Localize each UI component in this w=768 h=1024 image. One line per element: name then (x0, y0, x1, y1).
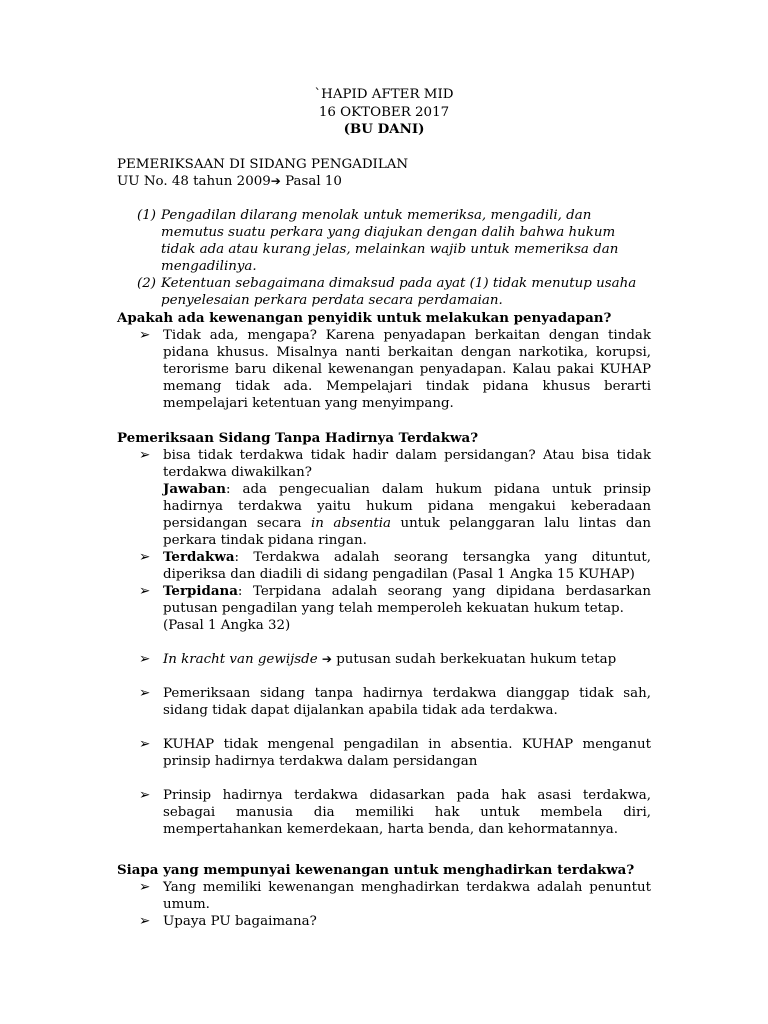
answer-italic: in absentia (311, 516, 392, 531)
section-heading: Pemeriksaan Sidang Tanpa Hadirnya Terdakwa? (117, 430, 479, 446)
bullet-list (117, 787, 651, 838)
item-text: Upaya PU bagaimana? (163, 914, 317, 929)
section-heading: Apakah ada kewenangan penyidik untuk melakukan penyadapan? (117, 310, 612, 326)
list-item (117, 275, 651, 309)
arrowhead-bullet-icon: ➢ (139, 914, 151, 929)
item-text: Tidak ada, mengapa? Karena penyadapan berkaitan dengan tindak pidana khusus. Misalnya nanti berkaitan dengan narkotika, korupsi, terorisme baru dikenal kewenangan penyadapan. Kalau pakai KUHAP memang tidak ada. Mempelajari tindak pidana khusus berarti mempelajari ketentuan yang menyimpang. (163, 328, 651, 411)
list-item (117, 327, 651, 412)
right-arrow-icon: ➔ (270, 174, 281, 188)
arrowhead-bullet-icon: ➢ (139, 328, 151, 343)
arrowhead-bullet-icon: ➢ (139, 652, 151, 667)
arrowhead-bullet-icon: ➢ (139, 686, 151, 701)
list-item (117, 583, 651, 634)
item-text: Prinsip hadirnya terdakwa didasarkan pada hak asasi terdakwa, sebagai manusia dia memiliki hak untuk membela diri, mempertahankan kemerdekaan, harta benda, dan kehormatannya. (163, 788, 651, 837)
right-arrow-icon: ➔ (321, 652, 332, 666)
header-lecturer: (BU DANI) (343, 121, 425, 137)
arrowhead-bullet-icon: ➢ (139, 737, 151, 752)
term-label: Terpidana (163, 583, 238, 599)
list-item (117, 879, 651, 913)
list-item (117, 736, 651, 770)
arrowhead-bullet-icon: ➢ (139, 584, 151, 599)
article-list (117, 207, 651, 309)
header-title: `HAPID AFTER MID (314, 87, 454, 102)
bullet-list (117, 327, 651, 412)
item-text: Pengadilan dilarang menolak untuk memeriksa, mengadili, dan memutus suatu perkara yang diajukan dengan dalih bahwa hukum tidak ada atau kurang jelas, melainkan wajib untuk memeriksa dan mengadilinya. (161, 208, 619, 274)
arrowhead-bullet-icon: ➢ (139, 550, 151, 565)
law-reference: UU No. 48 tahun 2009 (117, 174, 271, 189)
item-number: (2) (137, 276, 156, 291)
bullet-list (117, 447, 651, 634)
term-reference: (Pasal 1 Angka 32) (163, 618, 291, 633)
header-date: 16 OKTOBER 2017 (318, 104, 450, 120)
arrowhead-bullet-icon: ➢ (139, 788, 151, 803)
list-item (117, 685, 651, 719)
list-item (117, 651, 651, 668)
arrowhead-bullet-icon: ➢ (139, 448, 151, 463)
bullet-list (117, 879, 651, 930)
document-header (0, 86, 768, 139)
item-question: bisa tidak terdakwa tidak hadir dalam persidangan? Atau bisa tidak terdakwa diwakilkan? (163, 448, 651, 480)
list-item (117, 549, 651, 583)
bullet-list (117, 685, 651, 719)
item-text: Pemeriksaan sidang tanpa hadirnya terdakwa dianggap tidak sah, sidang tidak dapat dijalankan apabila tidak ada terdakwa. (163, 686, 651, 718)
term-meaning: putusan sudah berkekuatan hukum tetap (331, 652, 617, 667)
list-item (117, 787, 651, 838)
answer-text: : ada pengecualian dalam hukum pidana untuk prinsip hadirnya terdakwa yaitu hukum pidana mengakui keberadaan persidangan secara (163, 482, 651, 531)
article-reference: Pasal 10 (280, 174, 342, 189)
answer-text-end: untuk pelanggaran lalu lintas dan perkara tindak pidana ringan. (163, 516, 652, 548)
term-definition: : Terdakwa adalah seorang tersangka yang dituntut, diperiksa dan diadili di sidang pengadilan (Pasal 1 Angka 15 KUHAP) (163, 550, 651, 582)
term-label: Terdakwa (163, 549, 235, 565)
section-penyadapan (117, 310, 651, 412)
item-number: (1) (137, 208, 156, 223)
section-kewenangan (117, 862, 651, 930)
section-heading: Siapa yang mempunyai kewenangan untuk menghadirkan terdakwa? (117, 862, 635, 878)
section-pemeriksaan (117, 156, 651, 309)
arrowhead-bullet-icon: ➢ (139, 880, 151, 895)
bullet-list (117, 736, 651, 770)
section-title: PEMERIKSAAN DI SIDANG PENGADILAN (117, 157, 409, 172)
item-text: KUHAP tidak mengenal pengadilan in absentia. KUHAP menganut prinsip hadirnya terdakwa dalam persidangan (163, 737, 651, 769)
list-item (117, 207, 651, 275)
item-text: Yang memiliki kewenangan menghadirkan terdakwa adalah penuntut umum. (163, 880, 651, 912)
latin-term: In kracht van gewijsde (163, 652, 318, 667)
answer-label: Jawaban (163, 481, 226, 497)
term-definition: : Terpidana adalah seorang yang dipidana berdasarkan putusan pengadilan yang telah memperoleh kekuatan hukum tetap. (163, 584, 651, 616)
list-item (117, 913, 651, 930)
bullet-list (117, 651, 651, 668)
list-item (117, 447, 651, 549)
item-text: Ketentuan sebagaimana dimaksud pada ayat (1) tidak menutup usaha penyelesaian perkara perdata secara perdamaian. (161, 276, 637, 308)
section-subtitle (117, 173, 651, 190)
section-tanpa-terdakwa (117, 430, 651, 838)
